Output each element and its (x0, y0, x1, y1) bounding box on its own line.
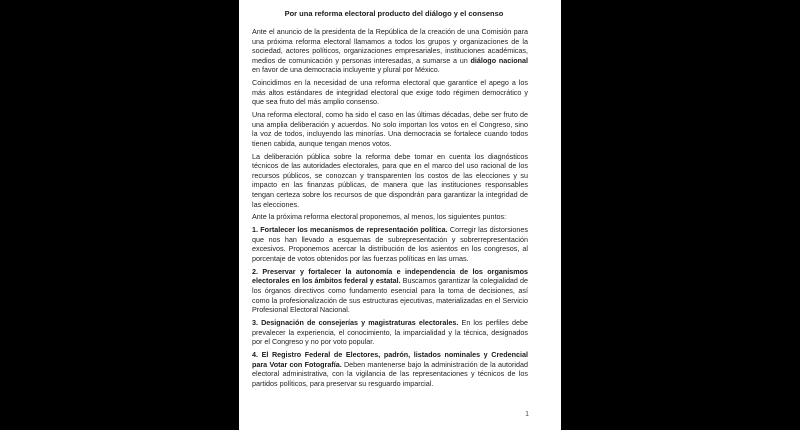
letterbox-right (561, 0, 800, 430)
bold-text-segment: 4. El Registro Federal de Electores, padrón, listados nominales y Credencial para Votar con Fotografía. (252, 349, 528, 369)
bold-text-segment: 1. Fortalecer los mecanismos de representación política. (252, 225, 448, 235)
paragraph (252, 110, 528, 148)
letterbox-left (0, 0, 239, 430)
text-segment: Deben mantenerse bajo la administración de la autoridad electoral administrativa, con la vigilancia de las representaciones y técnicos de los partidos políticos, para preservar su resguardo imparcial. (252, 359, 528, 388)
bold-text-segment: 2. Preservar y fortalecer la autonomía e independencia de los organismos electorales en los ámbitos federal y estatal. (252, 266, 528, 286)
paragraph (252, 212, 528, 222)
document-page (239, 0, 561, 430)
paragraph (252, 78, 528, 107)
paragraph (252, 350, 528, 388)
bold-text-segment: diálogo nacional (470, 55, 528, 65)
text-segment: Coincidimos en la necesidad de una reforma electoral que garantice el apego a los más altos estándares de integridad electoral que exige todo régimen democrático y que sea fruto del más amplio consenso. (252, 78, 528, 107)
bold-text-segment: 3. Designación de consejerías y magistraturas electorales. (252, 317, 459, 327)
document-title: Por una reforma electoral producto del diálogo y el consenso (284, 9, 504, 18)
paragraph (252, 318, 528, 347)
paragraph (252, 267, 528, 315)
text-segment: La deliberación pública sobre la reforma debe tomar en cuenta los diagnósticos técnicos de las autoridades electorales, para que en el marco del uso racional de los recursos públicos, se conozcan y transparenten los costos de las elecciones y su impacto en las finanzas públicas, de manera que las instituciones responsables tengan certeza sobre los recursos de que dispondrán para garantizar la integridad de las elecciones. (252, 151, 528, 209)
text-segment: en favor de una democracia incluyente y plural por México. (252, 65, 440, 75)
text-segment: Ante la próxima reforma electoral proponemos, al menos, los siguientes puntos: (252, 212, 507, 222)
paragraph (252, 152, 528, 210)
paragraph (252, 27, 528, 75)
text-segment: Una reforma electoral, como ha sido el caso en las últimas décadas, debe ser fruto de una amplia deliberación y acuerdos. No solo importan los votos en el Congreso, sino la voz de todos, incluyendo las minorías. Una democracia se fortalece cuando todos tienen cabida, aunque tengan menos votos. (252, 110, 528, 148)
document-body (252, 27, 528, 391)
paragraph (252, 225, 528, 263)
text-segment: En los perfiles debe prevalecer la experiencia, el conocimiento, la imparcialidad y la técnica, designados por el Congreso y no por voto popular. (252, 317, 528, 347)
text-segment: Buscamos garantizar la colegialidad de los órganos directivos como fundamento esencial para la toma de decisiones, así como la profesionalización de sus estructuras ejecutivas, materializadas en el Servicio Profesional Electoral Nacional. (252, 276, 528, 315)
page-number: 1 (525, 411, 529, 418)
text-segment: Corregir las distorsiones que nos han llevado a esquemas de subrepresentación y sobrerrepresentación excesivos. Proponemos acercar la distribución de los asientos en los congresos, al porcentaje de votos obtenidos por las fuerzas políticas en las urnas. (252, 225, 528, 263)
text-segment: Ante el anuncio de la presidenta de la República de la creación de una Comisión para una próxima reforma electoral llamamos a todos los grupos y organizaciones de la sociedad, actores políticos, organizaciones empresariales, instituciones académicas, medios de comunicación y personas interesadas, a sumarse a un (252, 27, 528, 65)
